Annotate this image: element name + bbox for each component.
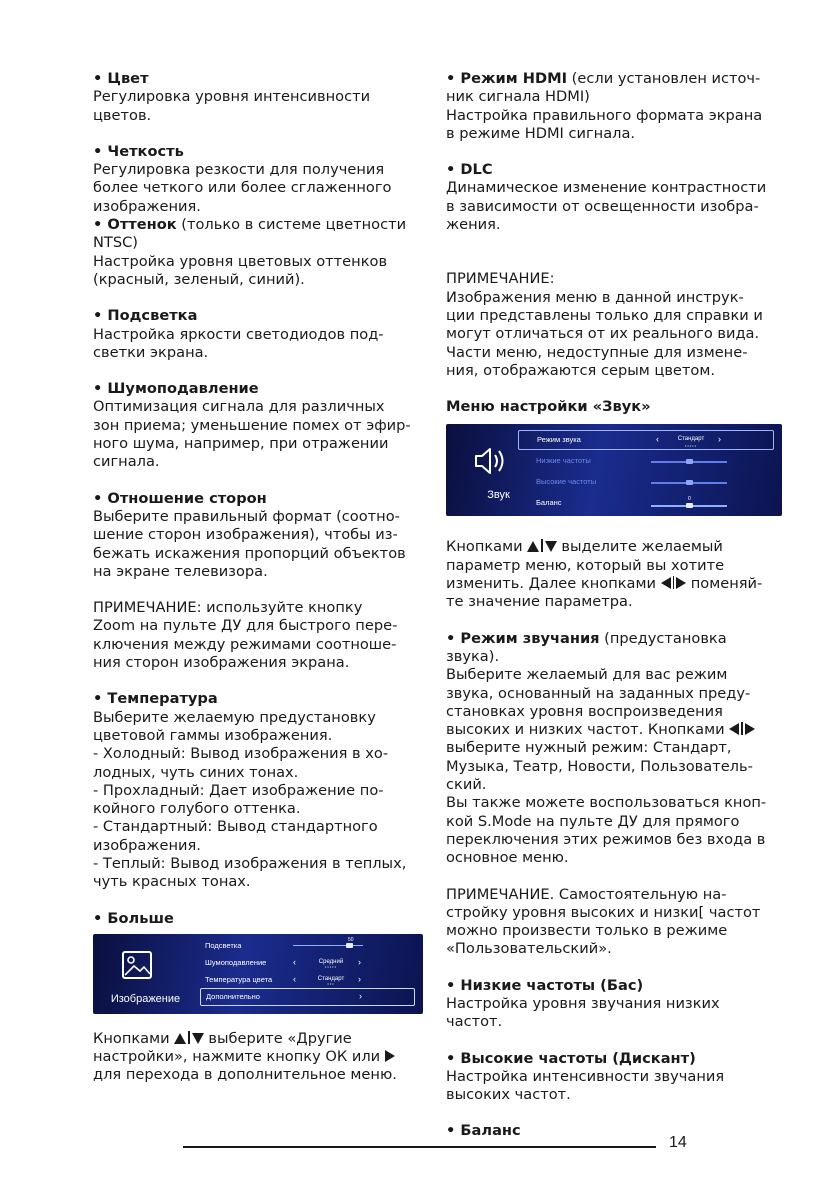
sound-menu-label: Звук — [487, 489, 510, 502]
menu-row-bass — [518, 450, 774, 471]
text-line: зон приема; уменьшение помех от эфир- — [93, 416, 411, 434]
text-line: параметр меню, который вы хотите — [446, 556, 725, 574]
text-line: ключения между режимами соотноше- — [93, 635, 397, 653]
text-line: переключения этих режимов без входа в — [446, 830, 766, 848]
text-line: звука, основанный на заданных преду- — [446, 684, 751, 702]
heading-noise: • Шумоподавление — [93, 380, 259, 398]
separator-icon — [188, 1031, 190, 1044]
heading-backlight: • Подсветка — [93, 307, 198, 325]
chevron-right-icon[interactable]: › — [358, 956, 361, 967]
arrow-right-icon — [745, 723, 755, 735]
text-line — [446, 630, 782, 667]
noise-level-dots: ••••• — [324, 963, 337, 969]
text-inline: (если установлен источ- — [567, 70, 761, 87]
heading-sound-menu: Меню настройки «Звук» — [446, 398, 651, 416]
text-line — [93, 1030, 423, 1048]
text-line: - Стандартный: Вывод стандартного — [93, 818, 378, 836]
note-user-mode — [446, 886, 782, 959]
noise-value: Средний — [318, 958, 344, 965]
text-inline: (предустановка звука). — [446, 629, 727, 665]
text-line: Динамическое изменение контрастности — [446, 179, 767, 197]
heading-balance: • Баланс — [446, 1122, 521, 1140]
text-line: койного голубого оттенка. — [93, 800, 301, 818]
text-line — [446, 721, 782, 739]
text-line: частот. — [446, 1013, 503, 1031]
text-line — [446, 575, 782, 593]
menu-row-label: Температура цвета — [205, 974, 273, 984]
heading-sound-mode: • Режим звучания — [446, 629, 600, 647]
text-line: жения. — [446, 216, 501, 234]
text-line: кой S.Mode на пульте ДУ для прямого — [446, 812, 740, 830]
section-tint — [93, 216, 423, 289]
text-line: Музыка, Театр, Новости, Пользователь- — [446, 757, 753, 775]
text-inline: изменить. Далее кнопками — [446, 575, 661, 593]
section-sound-mode — [446, 630, 782, 868]
text-line: цветов. — [93, 106, 152, 124]
note-zoom — [93, 599, 423, 672]
text-inline: Кнопками — [93, 1029, 175, 1047]
right-column — [446, 70, 782, 1141]
text-line: Регулировка резкости для получения — [93, 161, 385, 179]
text-line: бежать искажения пропорций объектов — [93, 544, 406, 562]
text-line: лодных, чуть синих тонах. — [93, 763, 299, 781]
menu-row-noise[interactable] — [200, 954, 415, 971]
text-line — [446, 538, 782, 556]
text-line — [93, 216, 423, 234]
text-line: ник сигнала HDMI) — [446, 88, 590, 106]
text-line: в зависимости от освещенности изобра- — [446, 197, 759, 215]
section-temperature — [93, 690, 423, 891]
arrow-right-icon — [385, 1050, 395, 1062]
sound-menu-rows — [518, 430, 774, 513]
arrow-left-icon — [661, 577, 671, 589]
text-line: становках уровня воспроизведения — [446, 702, 723, 720]
sound-mode-value: Стандарт — [677, 436, 705, 443]
text-line: Настройка яркости светодиодов под- — [93, 325, 384, 343]
arrow-up-icon — [174, 1033, 186, 1044]
text-line: Части меню, недоступные для измене- — [446, 343, 748, 361]
picture-icon — [117, 949, 157, 983]
menu-row-label: Баланс — [536, 498, 562, 508]
text-line: NTSC) — [93, 234, 138, 252]
bass-slider-knob — [686, 459, 693, 464]
text-line: более четкого или более сглаженного — [93, 179, 392, 197]
text-line: Изображения меню в данной инструк- — [446, 288, 744, 306]
text-line: стройку уровня высоких и низки[ частот — [446, 903, 761, 921]
text-line: Zoom на пульте ДУ для быстрого пере- — [93, 617, 398, 635]
heading-sharpness: • Четкость — [93, 142, 184, 160]
text-line: ПРИМЕЧАНИЕ: используйте кнопку — [93, 599, 363, 617]
arrow-down-icon — [192, 1033, 204, 1044]
arrow-up-icon — [527, 541, 539, 552]
chevron-left-icon[interactable]: ‹ — [293, 973, 296, 984]
text-line: светки экрана. — [93, 343, 209, 361]
section-bass — [446, 977, 782, 1032]
picture-menu-screenshot — [93, 934, 423, 1014]
section-sound-nav — [446, 538, 782, 611]
text-line: сигнала. — [93, 453, 160, 471]
heading-color: • Цвет — [93, 70, 149, 87]
separator-icon — [741, 722, 743, 735]
text-line — [93, 1048, 423, 1066]
chevron-right-icon[interactable]: › — [718, 434, 721, 445]
heading-temperature: • Температура — [93, 690, 218, 708]
treble-slider-knob — [686, 480, 693, 485]
note-menu-images — [446, 270, 782, 380]
chevron-left-icon[interactable]: ‹ — [293, 956, 296, 967]
section-dlc — [446, 161, 782, 234]
text-inline: выделите желаемый — [556, 538, 723, 556]
section-aspect — [93, 490, 423, 581]
text-line: Регулировка уровня интенсивности — [93, 88, 371, 106]
menu-row-label: Режим звука — [537, 435, 581, 445]
sound-mode-dots: ••••• — [684, 443, 697, 449]
menu-row-treble — [518, 471, 774, 492]
section-color — [93, 70, 423, 125]
section-noise — [93, 380, 423, 471]
text-line: ПРИМЕЧАНИЕ: — [446, 270, 555, 288]
menu-row-label: Высокие частоты — [536, 477, 597, 487]
heading-treble: • Высокие частоты (Дискант) — [446, 1049, 696, 1067]
chevron-right-icon[interactable]: › — [359, 990, 362, 1001]
text-line: «Пользовательский». — [446, 940, 612, 958]
color-temp-dots: ••• — [327, 980, 335, 986]
text-line — [446, 70, 782, 88]
text-line: Выберите правильный формат (соотно- — [93, 507, 400, 525]
sound-menu-screenshot — [446, 424, 782, 516]
text-inline: Кнопками — [446, 538, 528, 556]
menu-row-sound-mode[interactable] — [518, 430, 774, 450]
menu-row-balance[interactable] — [518, 492, 774, 513]
text-line: Настройка интенсивности звучания — [446, 1067, 725, 1085]
section-more — [93, 910, 423, 1085]
menu-row-label: Дополнительно — [206, 991, 260, 1001]
text-line: цветовой гаммы изображения. — [93, 726, 333, 744]
arrow-right-icon — [676, 577, 686, 589]
color-temp-value: Стандарт — [317, 975, 345, 982]
text-line: в режиме HDMI сигнала. — [446, 124, 636, 142]
text-inline: выберите «Другие — [203, 1029, 352, 1047]
text-line: для перехода в дополнительное меню. — [93, 1066, 397, 1084]
picture-menu-rows — [200, 937, 415, 1006]
heading-hdmi: • Режим HDMI — [446, 70, 568, 87]
separator-icon — [541, 539, 543, 552]
text-line: изображения. — [93, 197, 201, 215]
menu-row-label: Низкие частоты — [536, 456, 591, 466]
text-line: на экране телевизора. — [93, 562, 268, 580]
text-line: ного шума, например, при отражении — [93, 435, 389, 453]
text-line: Выберите желаемый для вас режим — [446, 666, 728, 684]
text-line: Вы также можете воспользоваться кноп- — [446, 794, 767, 812]
text-line: ПРИМЕЧАНИЕ. Самостоятельную на- — [446, 885, 727, 903]
text-line: - Прохладный: Дает изображение по- — [93, 781, 384, 799]
balance-value: 0 — [688, 496, 691, 503]
menu-row-color-temp[interactable] — [200, 971, 415, 988]
backlight-value: 50 — [348, 936, 354, 943]
text-line: Оптимизация сигнала для различных — [93, 398, 385, 416]
text-inline: настройки», нажмите кнопку ОК или — [93, 1048, 385, 1066]
text-line: ния сторон изображения экрана. — [93, 654, 350, 672]
text-line: изображения. — [93, 836, 201, 854]
text-line: можно произвести только в режиме — [446, 922, 728, 940]
text-line: основное меню. — [446, 849, 569, 867]
menu-row-label: Шумоподавление — [205, 957, 267, 967]
heading-dlc: • DLC — [446, 161, 493, 179]
arrow-down-icon — [545, 541, 557, 552]
heading-bass: • Низкие частоты (Бас) — [446, 976, 644, 994]
text-line: Настройка правильного формата экрана — [446, 106, 763, 124]
text-inline: высоких и низких частот. Кнопками — [446, 721, 730, 739]
text-line: те значение параметра. — [446, 593, 633, 611]
text-inline: (только в системе цветности — [176, 216, 407, 234]
text-line: - Теплый: Вывод изображения в теплых, — [93, 854, 407, 872]
section-hdmi — [446, 70, 782, 143]
left-column — [93, 70, 423, 1085]
heading-more: • Больше — [93, 909, 174, 927]
picture-menu-side — [93, 934, 198, 1014]
speaker-icon — [470, 444, 510, 478]
page-number: 14 — [669, 1134, 687, 1151]
section-treble — [446, 1050, 782, 1105]
heading-aspect: • Отношение сторон — [93, 489, 267, 507]
text-line: чуть красных тонах. — [93, 873, 251, 891]
section-sharpness — [93, 143, 423, 216]
menu-row-backlight[interactable] — [200, 937, 415, 954]
text-line: выберите нужный режим: Стандарт, — [446, 739, 732, 757]
heading-tint: • Оттенок — [93, 216, 177, 234]
footer-rule — [183, 1146, 656, 1148]
text-line: - Холодный: Вывод изображения в хо- — [93, 745, 389, 763]
text-line: шение сторон изображения), чтобы из- — [93, 526, 398, 544]
text-line: ский. — [446, 776, 487, 794]
text-line: высоких частот. — [446, 1086, 571, 1104]
text-line: Настройка уровня цветовых оттенков — [93, 252, 388, 270]
picture-menu-label: Изображение — [110, 992, 181, 1005]
chevron-left-icon[interactable]: ‹ — [656, 434, 659, 445]
text-line: могут отличаться от их реального вида. — [446, 325, 760, 343]
text-inline: поменяй- — [686, 575, 763, 593]
text-line: ния, отображаются серым цветом. — [446, 361, 715, 379]
menu-row-label: Подсветка — [205, 940, 242, 950]
separator-icon — [673, 576, 675, 589]
text-line: Выберите желаемую предустановку — [93, 708, 376, 726]
text-line: ции представлены только для справки и — [446, 306, 763, 324]
menu-row-advanced[interactable] — [200, 988, 415, 1006]
arrow-left-icon — [729, 723, 739, 735]
text-line: Настройка уровня звучания низких — [446, 994, 720, 1012]
chevron-right-icon[interactable]: › — [358, 973, 361, 984]
text-line: (красный, зеленый, синий). — [93, 270, 305, 288]
section-backlight — [93, 307, 423, 362]
